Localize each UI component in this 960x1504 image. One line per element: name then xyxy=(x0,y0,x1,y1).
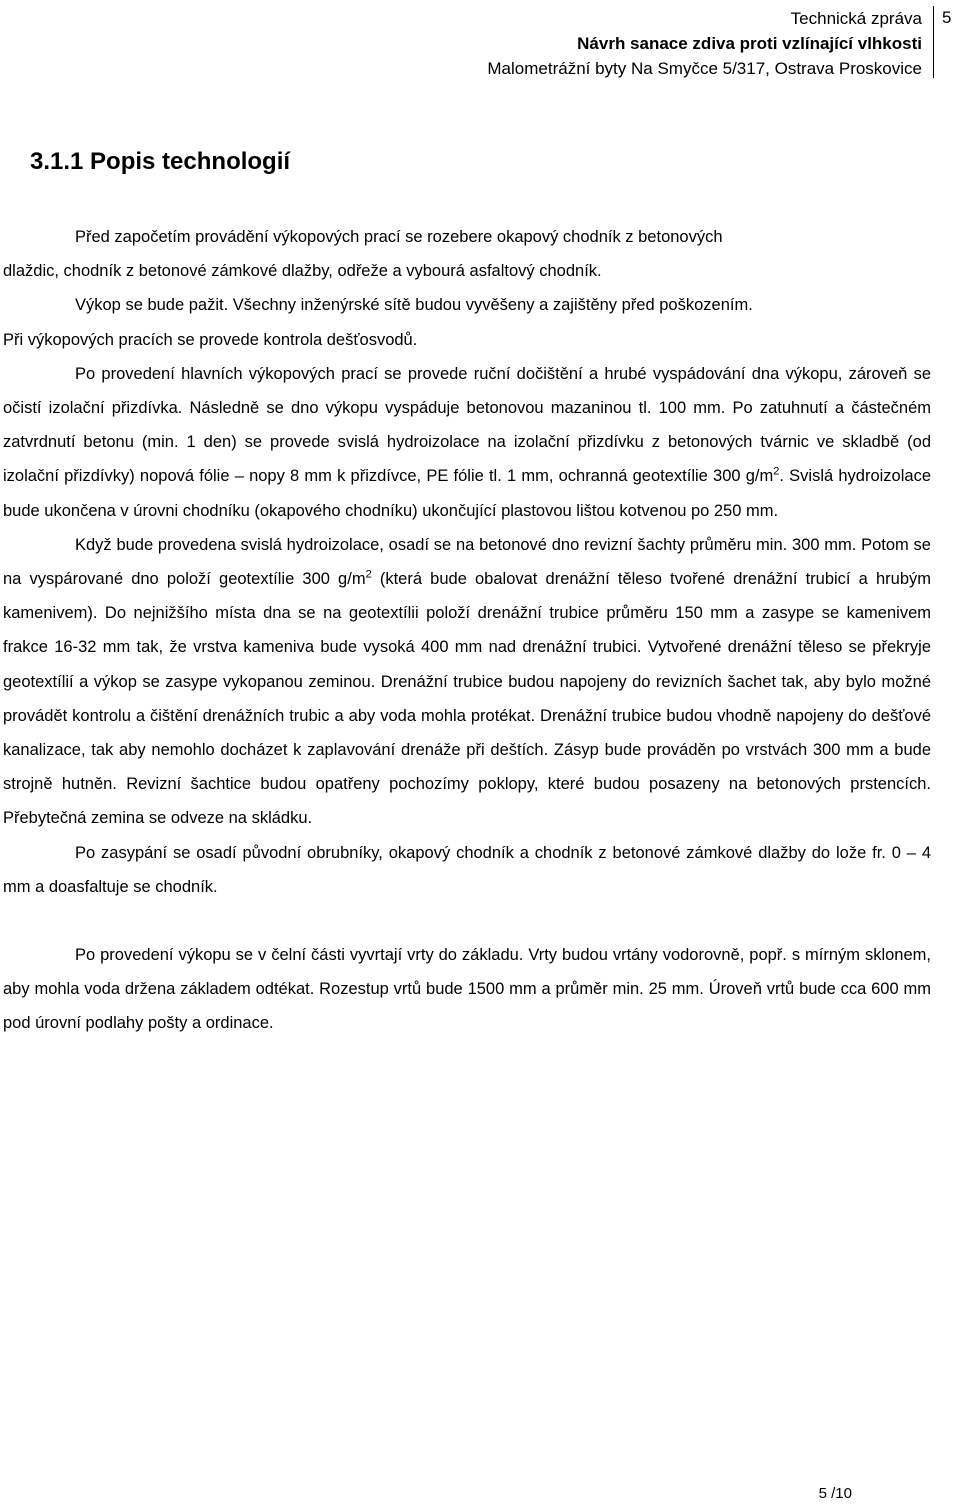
paragraph-excavation-text-end: . Svislá hydroizolace bude ukončena v úrovni chodníku (okapového chodníku) ukončující plastovou lištou kotvenou po 250 mm. xyxy=(3,467,932,520)
section-heading: 3.1.1 Popis technologií xyxy=(30,148,291,175)
header-document-type: Technická zpráva xyxy=(790,9,922,28)
paragraph-spacer xyxy=(3,904,931,938)
superscript-square: 2 xyxy=(773,465,780,478)
page-header xyxy=(222,6,922,81)
paragraph-shoring: Výkop se bude pažit. Všechny inženýrské sítě budou vyvěšeny a zajištěny před poškozením. xyxy=(75,296,753,315)
paragraph-drainage-text: Když bude provedena svislá hydroizolace, osadí se na betonové dno revizní šachty průměru min. 300 mm. Potom se na vyspárované dno položí geotextílie 300 g/m xyxy=(3,535,931,589)
header-project-title: Návrh sanace zdiva proti vzlínající vlhkosti xyxy=(577,34,922,53)
header-building-address: Malometrážní byty Na Smyčce 5/317, Ostrava Proskovice xyxy=(487,59,922,78)
paragraph-drilling: Po provedení výkopu se v čelní části vyvrtají vrty do základu. Vrty budou vrtány vodorovně, popř. s mírným sklonem, aby mohla voda držena základem odtékat. Rozestup vrtů bude 1500 mm a průměr min. 25 mm. Úroveň vrtů bude cca 600 mm pod úrovní podlahy pošty a ordinace. xyxy=(3,946,931,1033)
paragraph-backfill: Po zasypání se osadí původní obrubníky, okapový chodník a chodník z betonové zámkové dlažby do lože fr. 0 – 4 mm a doasfaltuje se chodník. xyxy=(3,843,931,896)
paragraph-intro-line1: Před započetím provádění výkopových prací se rozebere okapový chodník z betonových xyxy=(75,228,723,246)
section-body xyxy=(3,220,931,1041)
paragraph-downpipes: Při výkopových pracích se provede kontrola dešťosvodů. xyxy=(3,330,418,349)
paragraph-intro-line2: dlaždic, chodník z betonové zámkové dlažby, odřeže a vybourá asfaltový chodník. xyxy=(3,262,602,281)
paragraph-excavation-text: Po provedení hlavních výkopových prací se provede ruční dočištění a hrubé vyspádování dna výkopu, zároveň se očistí izolační přizdívka. Následně se dno výkopu vyspáduje betonovou mazaninou tl. 100 mm. Po zatuhnutí a částečném zatvrdnutí betonu (min. 1 den) se provede svislá hydroizolace na izolační přizdívku z betonových tvárnic ve skladbě (od izolační přizdívky) nopová fólie – nopy 8 mm k přizdívce, PE fólie tl. 1 mm, ochranná geotextílie 300 g/m xyxy=(3,364,931,486)
paragraph-drainage xyxy=(3,528,931,836)
header-page-number: 5 xyxy=(942,8,952,27)
page-footer-number: 5 /10 xyxy=(818,1485,852,1502)
superscript-square: 2 xyxy=(365,568,372,581)
paragraph-excavation xyxy=(3,357,931,528)
header-divider xyxy=(933,6,934,78)
paragraph-drainage-text-end: (která bude obalovat drenážní těleso tvořené drenážní trubicí a hrubým kamenivem). Do nejnižšího místa dna se na geotextílii položí drenážní trubice průměru 150 mm a zasype se kamenivem frakce 16-32 mm tak, že vrstva kameniva bude vysoká 400 mm nad drenážní trubici. Vytvořené drenážní těleso se překryje geotextílií a výkop se zasype vykopanou zeminou. Drenážní trubice budou napojeny do revizních šachet tak, aby bylo možné provádět kontrolu a čištění drenážních trubic a aby voda mohla protékat. Drenážní trubice budou vhodně napojeny do dešťové kanalizace, tak aby nemohlo docházet k zaplavování drenáže při deštích. Zásyp bude prováděn po vrstvách 300 mm a bude strojně hutněn. Revizní šachtice budou opatřeny pochozímy poklopy, které budou posazeny na betonových prstencích. Přebytečná zemina se odveze na skládku. xyxy=(3,570,931,828)
